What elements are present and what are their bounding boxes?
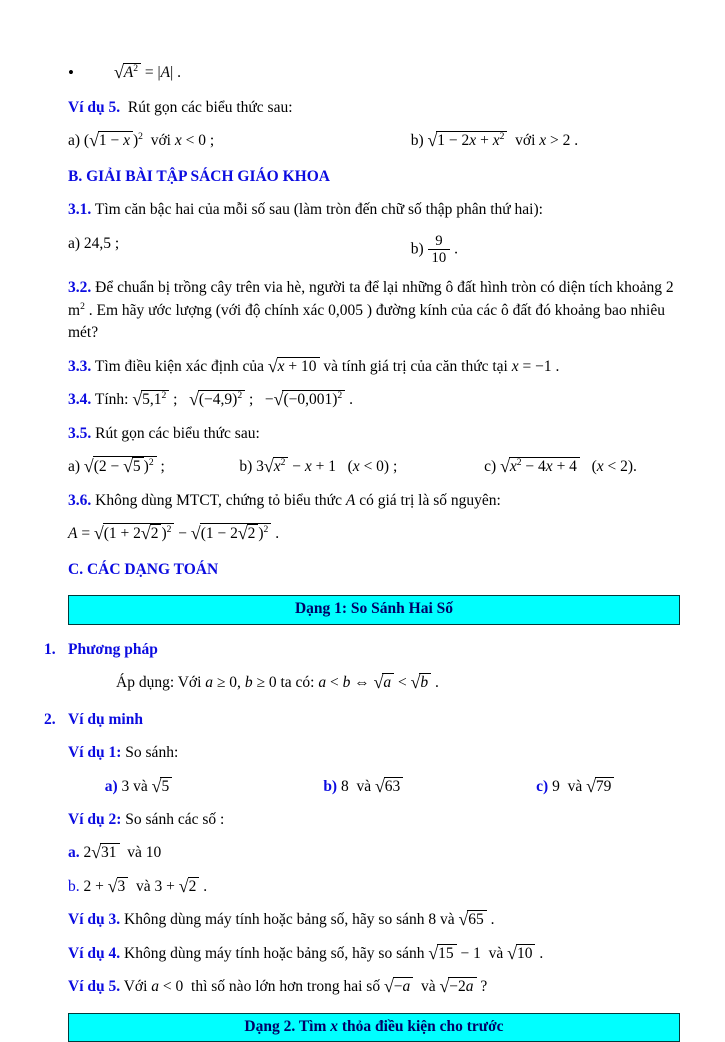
list-number: 2.	[44, 710, 56, 728]
fraction-numerator: 9	[428, 233, 451, 250]
sqrt-radical	[94, 523, 174, 545]
example-4	[68, 943, 680, 965]
label: Ví dụ 5.	[68, 978, 121, 996]
math-variable: x	[123, 132, 130, 150]
text-run: )	[133, 132, 139, 150]
sqrt-radical	[189, 389, 245, 411]
sqrt-radical	[89, 130, 133, 152]
example-1-items-col-1	[323, 776, 536, 798]
sqrt-radical	[375, 776, 403, 798]
exercise-3-5-items	[68, 456, 680, 478]
example-5-intro	[68, 97, 680, 119]
text-run: 10	[516, 944, 533, 962]
radicand	[595, 777, 615, 796]
text-run: thỏa điều kiện cho trước	[338, 1017, 504, 1035]
example-1-items-col-0	[105, 776, 324, 798]
example-2-item-a	[68, 842, 680, 864]
identity-formula	[68, 61, 680, 86]
sqrt-radical	[152, 776, 173, 798]
text-run: b)	[410, 240, 428, 258]
text-run: =	[77, 525, 94, 543]
text-run: a) 24,5 ;	[68, 234, 120, 252]
text-run: 2	[79, 844, 92, 862]
exercise-3-1-items-col-0	[68, 233, 411, 255]
text-run: ≥ 0 ta có:	[252, 674, 319, 692]
math-variable: b	[244, 674, 253, 692]
example-5-items	[68, 130, 680, 152]
text-run: ⇔	[350, 674, 374, 692]
exercise-3-3	[68, 356, 680, 378]
radicand	[93, 456, 157, 476]
label: Ví dụ 4.	[68, 944, 121, 962]
radical-sign-icon: √	[89, 130, 99, 151]
exercise-3-6	[68, 490, 680, 512]
text-run: = −1 .	[518, 357, 560, 375]
radical-sign-icon: √	[410, 672, 421, 693]
radicand	[436, 131, 507, 150]
text-run: Để chuẩn bị trồng cây trên via hè, người ta để lại những ô đất hình tròn có diện tích khoảng 2 m	[68, 279, 678, 319]
text-run: (	[579, 458, 597, 476]
sqrt-radical	[141, 524, 162, 543]
radical-sign-icon: √	[83, 456, 94, 477]
radical-sign-icon: √	[190, 523, 201, 544]
text-run: a) (	[68, 132, 90, 150]
type-2-banner-text	[68, 1013, 680, 1042]
radicand	[198, 390, 245, 409]
math-variable: x	[352, 458, 360, 476]
text-run: Không dùng máy tính hoặc bảng số, hãy so sánh	[120, 944, 429, 962]
text-run: Dạng 1: So Sánh Hai Số	[294, 600, 454, 618]
label: 3.1.	[68, 201, 92, 219]
sqrt-radical	[264, 456, 288, 478]
text-run: . Em hãy ước lượng (với độ chính xác 0,005 ) đường kính của các ô đất đó khoảng bao nhiêu mét?	[68, 301, 669, 342]
text-run: ≥ 0,	[213, 674, 245, 692]
text-run: ;	[156, 458, 165, 476]
math-variable: x	[277, 357, 285, 375]
sqrt-radical	[114, 62, 141, 84]
radical-sign-icon: √	[427, 130, 438, 151]
text-run: (−4,9)	[198, 391, 238, 409]
sqrt-radical	[440, 976, 477, 998]
radicand	[382, 673, 394, 692]
example-2-item-b	[68, 876, 680, 898]
text-run: )	[143, 458, 149, 476]
sqrt-radical	[84, 456, 157, 478]
example-5-compare	[68, 976, 680, 998]
text-run: +	[476, 132, 493, 150]
math-variable: x	[545, 458, 553, 476]
text-run: 5	[132, 458, 141, 476]
math-variable: x	[596, 458, 604, 476]
radicand	[509, 457, 580, 476]
label: 3.5.	[68, 424, 92, 442]
math-variable: A	[345, 491, 356, 509]
text-run: 65	[468, 911, 484, 929]
text-run: 2 +	[79, 877, 108, 895]
text-run: c)	[484, 458, 501, 476]
text-run: (1 − 2	[200, 525, 238, 543]
text-run: và tính giá trị của căn thức tại	[319, 357, 512, 375]
text-run: Rút gọn các biểu thức sau:	[120, 98, 293, 116]
radical-sign-icon: √	[458, 909, 469, 930]
sqrt-radical	[132, 389, 169, 411]
radicand	[200, 523, 272, 543]
math-variable: a	[465, 978, 474, 996]
label: Ví dụ 2:	[68, 810, 122, 828]
radical-sign-icon: √	[107, 875, 118, 896]
radical-sign-icon: √	[267, 355, 278, 376]
superscript: 2	[237, 390, 243, 402]
sqrt-radical	[586, 776, 614, 798]
radical-sign-icon: √	[439, 976, 450, 997]
radicand	[141, 390, 169, 409]
exercise-3-5	[68, 423, 680, 445]
text-run: )	[161, 525, 167, 543]
math-variable: b	[420, 674, 429, 692]
radicand	[437, 944, 457, 963]
text-run: 63	[384, 777, 401, 795]
radical-sign-icon: √	[140, 523, 151, 544]
radicand	[132, 457, 144, 476]
text-run: 3 và	[117, 777, 152, 795]
math-variable: x	[492, 132, 500, 150]
label: Ví dụ 5.	[68, 98, 121, 116]
text-run: C. CÁC DẠNG TOÁN	[68, 560, 219, 578]
radical-sign-icon: √	[91, 842, 102, 863]
radical-sign-icon: √	[114, 62, 124, 83]
text-run: 2	[188, 877, 197, 895]
sqrt-radical	[428, 943, 456, 965]
radicand	[98, 131, 133, 150]
text-run: Tìm căn bậc hai của mỗi số sau (làm tròn đến chữ số thập phân thứ hai):	[91, 201, 543, 219]
radical-sign-icon: √	[263, 456, 274, 477]
fraction-denominator: 10	[431, 250, 447, 266]
math-variable: x	[174, 132, 182, 150]
text-run: −	[393, 978, 403, 996]
text-run: .	[199, 877, 208, 895]
text-run: 3	[117, 877, 126, 895]
math-variable: x	[469, 132, 477, 150]
label: 3.3.	[68, 357, 92, 375]
bullet-content	[114, 62, 181, 84]
math-variable: A	[160, 64, 171, 82]
text-run: So sánh:	[121, 744, 179, 762]
example-3	[68, 909, 680, 931]
text-run: 1 −	[98, 132, 124, 150]
math-variable: a	[205, 674, 214, 692]
math-variable: x	[509, 458, 517, 476]
text-run: có giá trị là số nguyên:	[355, 491, 501, 509]
text-run: 2	[150, 525, 159, 543]
radical-sign-icon: √	[373, 672, 384, 693]
text-run: )	[258, 525, 264, 543]
exercise-3-1-items	[68, 233, 680, 267]
math-variable: x	[511, 357, 519, 375]
radicand	[393, 977, 414, 996]
text-run: Tìm điều kiện xác định của	[91, 357, 268, 375]
text-run: Ví dụ minh	[68, 710, 143, 728]
radical-sign-icon: √	[123, 456, 133, 477]
text-run: −	[288, 458, 305, 476]
radical-sign-icon: √	[586, 775, 596, 796]
math-variable: x	[330, 1017, 338, 1035]
label: b.	[68, 877, 80, 895]
sqrt-radical	[268, 356, 320, 378]
text-run: với	[507, 132, 540, 150]
sqrt-radical	[411, 672, 432, 694]
radical-sign-icon: √	[507, 942, 517, 963]
radicand	[188, 877, 200, 896]
sqrt-radical	[507, 943, 535, 965]
sqrt-radical	[428, 130, 508, 152]
text-run: < 2).	[603, 458, 637, 476]
text-run: ;	[169, 391, 190, 409]
fraction	[428, 233, 451, 267]
example-1-intro	[68, 742, 680, 764]
superscript: 2	[263, 524, 269, 536]
text-run: = |	[141, 64, 161, 82]
example-2-intro	[68, 809, 680, 831]
superscript: 2	[80, 300, 85, 312]
radicand	[384, 777, 404, 796]
sqrt-radical	[238, 524, 259, 543]
text-run: ?	[476, 978, 488, 996]
radicand	[467, 910, 487, 929]
math-variable: a	[318, 674, 327, 692]
text-run: < 0) ;	[359, 458, 398, 476]
math-variable: a	[151, 978, 160, 996]
text-run: 1 − 2	[437, 132, 470, 150]
exercise-3-1-items-col-1	[411, 233, 680, 267]
text-run: Dạng 2. Tìm	[244, 1017, 331, 1035]
text-run: và	[413, 978, 440, 996]
sqrt-radical	[123, 457, 144, 476]
radical-sign-icon: √	[151, 775, 162, 796]
text-run: −	[174, 525, 191, 543]
text-run: và 3 +	[128, 877, 179, 895]
superscript: 2	[280, 457, 286, 469]
text-run: .	[450, 240, 458, 258]
superscript: 2	[133, 62, 139, 74]
label: b)	[323, 777, 338, 795]
exercise-3-5-items-col-0	[68, 456, 239, 478]
text-run: Áp dụng: Với	[116, 674, 206, 692]
radical-sign-icon: √	[383, 976, 394, 997]
radicand	[273, 457, 289, 476]
label: 3.2.	[68, 279, 92, 297]
radical-sign-icon: √	[500, 456, 510, 477]
superscript: 2	[138, 130, 143, 142]
text-run: .	[345, 391, 353, 409]
radical-sign-icon: √	[93, 523, 104, 544]
text-run: (1 + 2	[103, 525, 141, 543]
type-1-banner-text	[68, 595, 680, 624]
radicand	[150, 524, 162, 543]
exercise-3-5-items-col-2	[484, 456, 680, 478]
text-run: Rút gọn các biểu thức sau:	[91, 424, 260, 442]
type-2-banner	[68, 1013, 680, 1042]
radical-sign-icon: √	[132, 389, 143, 410]
text-run: | .	[170, 64, 181, 82]
radical-sign-icon: √	[273, 389, 284, 410]
label: Ví dụ 3.	[68, 911, 121, 929]
exercise-3-5-items-col-1	[239, 456, 484, 478]
text-run: + 4	[552, 458, 577, 476]
math-variable: A	[68, 525, 78, 543]
superscript: 2	[161, 390, 167, 402]
math-variable: x	[273, 458, 281, 476]
radical-sign-icon: √	[375, 775, 385, 796]
type-1-banner	[68, 595, 680, 624]
radicand	[419, 673, 431, 692]
text-run: b) 3	[239, 458, 264, 476]
radicand	[282, 390, 345, 409]
example-1-items	[68, 776, 680, 798]
text-run: < 0 ;	[181, 132, 215, 150]
example-1-items-col-2	[536, 776, 680, 798]
math-variable: x	[304, 458, 312, 476]
section-c-heading	[68, 559, 680, 581]
math-variable: x	[539, 132, 547, 150]
text-run: và 10	[119, 844, 162, 862]
sqrt-radical	[91, 842, 119, 864]
radicand	[247, 524, 259, 543]
text-run: .	[486, 911, 495, 929]
text-run: − 1 và	[456, 944, 508, 962]
exercise-3-4	[68, 389, 680, 411]
radical-sign-icon: √	[428, 942, 439, 963]
sqrt-radical	[179, 876, 200, 898]
superscript: 2	[516, 457, 522, 469]
radicand	[123, 63, 141, 82]
exercise-3-2	[68, 277, 680, 344]
sqrt-radical	[459, 909, 487, 931]
text-run: < 0 thì số nào lớn hơn trong hai số	[159, 978, 384, 996]
exercise-3-6-formula	[68, 523, 680, 545]
math-variable: a	[402, 978, 411, 996]
text-run: − 4	[521, 458, 546, 476]
example-5-items-col-1	[411, 130, 680, 152]
text-run: + 1 (	[311, 458, 353, 476]
method-body	[68, 672, 680, 694]
superscript: 2	[166, 524, 172, 536]
examples-heading	[44, 709, 680, 731]
sqrt-radical	[191, 523, 271, 545]
math-variable: b	[342, 674, 351, 692]
math-variable: A	[123, 64, 134, 82]
sqrt-radical	[500, 456, 580, 478]
text-run: B. GIẢI BÀI TẬP SÁCH GIÁO KHOA	[68, 167, 330, 185]
label: 3.4.	[68, 391, 92, 409]
radicand	[160, 777, 172, 796]
text-run: 2	[247, 525, 256, 543]
text-run: a)	[68, 458, 84, 476]
text-run: 8 và	[337, 777, 375, 795]
superscript: 2	[499, 130, 505, 142]
text-run: 5,1	[142, 391, 162, 409]
text-run: > 2 .	[546, 132, 579, 150]
text-run: .	[431, 674, 439, 692]
label: Ví dụ 1:	[68, 744, 122, 762]
text-run: Không dùng máy tính hoặc bảng số, hãy so sánh 8 và	[120, 911, 459, 929]
radical-sign-icon: √	[237, 523, 248, 544]
text-run: Không dùng MTCT, chứng tỏ biểu thức	[91, 491, 346, 509]
sqrt-radical	[274, 389, 346, 411]
method-heading	[44, 639, 680, 661]
text-run: <	[394, 674, 411, 692]
text-run: + 10	[284, 357, 317, 375]
text-run: 5	[161, 777, 170, 795]
exercise-3-1	[68, 199, 680, 221]
sqrt-radical	[374, 672, 395, 694]
superscript: 2	[148, 457, 154, 469]
sqrt-radical	[384, 976, 413, 998]
text-run: b)	[410, 132, 428, 150]
text-run: (−0,001)	[283, 391, 338, 409]
text-run: 15	[438, 944, 454, 962]
radicand	[100, 843, 120, 862]
list-number: 1.	[44, 640, 56, 658]
radical-sign-icon: √	[189, 389, 199, 410]
text-run: Tính:	[91, 391, 133, 409]
text-run: So sánh các số :	[121, 810, 225, 828]
text-run: Phương pháp	[68, 640, 158, 658]
radicand	[516, 944, 536, 963]
radicand	[277, 357, 320, 376]
text-run: .	[271, 525, 280, 543]
radicand	[103, 523, 175, 543]
text-run: −2	[449, 978, 466, 996]
bullet-icon: •	[68, 63, 74, 82]
text-run: <	[326, 674, 343, 692]
text-run: 9 và	[548, 777, 587, 795]
radical-sign-icon: √	[178, 875, 189, 896]
section-b-heading	[68, 166, 680, 188]
text-run: (2 −	[93, 458, 124, 476]
text-run: Với	[120, 978, 152, 996]
text-run: ; −	[245, 391, 274, 409]
text-run: .	[535, 944, 544, 962]
superscript: 2	[337, 390, 343, 402]
radicand	[117, 877, 129, 896]
label: a)	[104, 777, 118, 795]
label: 3.6.	[68, 491, 92, 509]
text-run: với	[142, 132, 175, 150]
example-5-items-col-0	[68, 130, 411, 152]
label: a.	[68, 844, 80, 862]
text-run: 31	[101, 844, 117, 862]
radicand	[448, 977, 476, 996]
label: c)	[536, 777, 549, 795]
math-variable: a	[383, 674, 392, 692]
text-run: 79	[595, 777, 612, 795]
sqrt-radical	[108, 876, 129, 898]
